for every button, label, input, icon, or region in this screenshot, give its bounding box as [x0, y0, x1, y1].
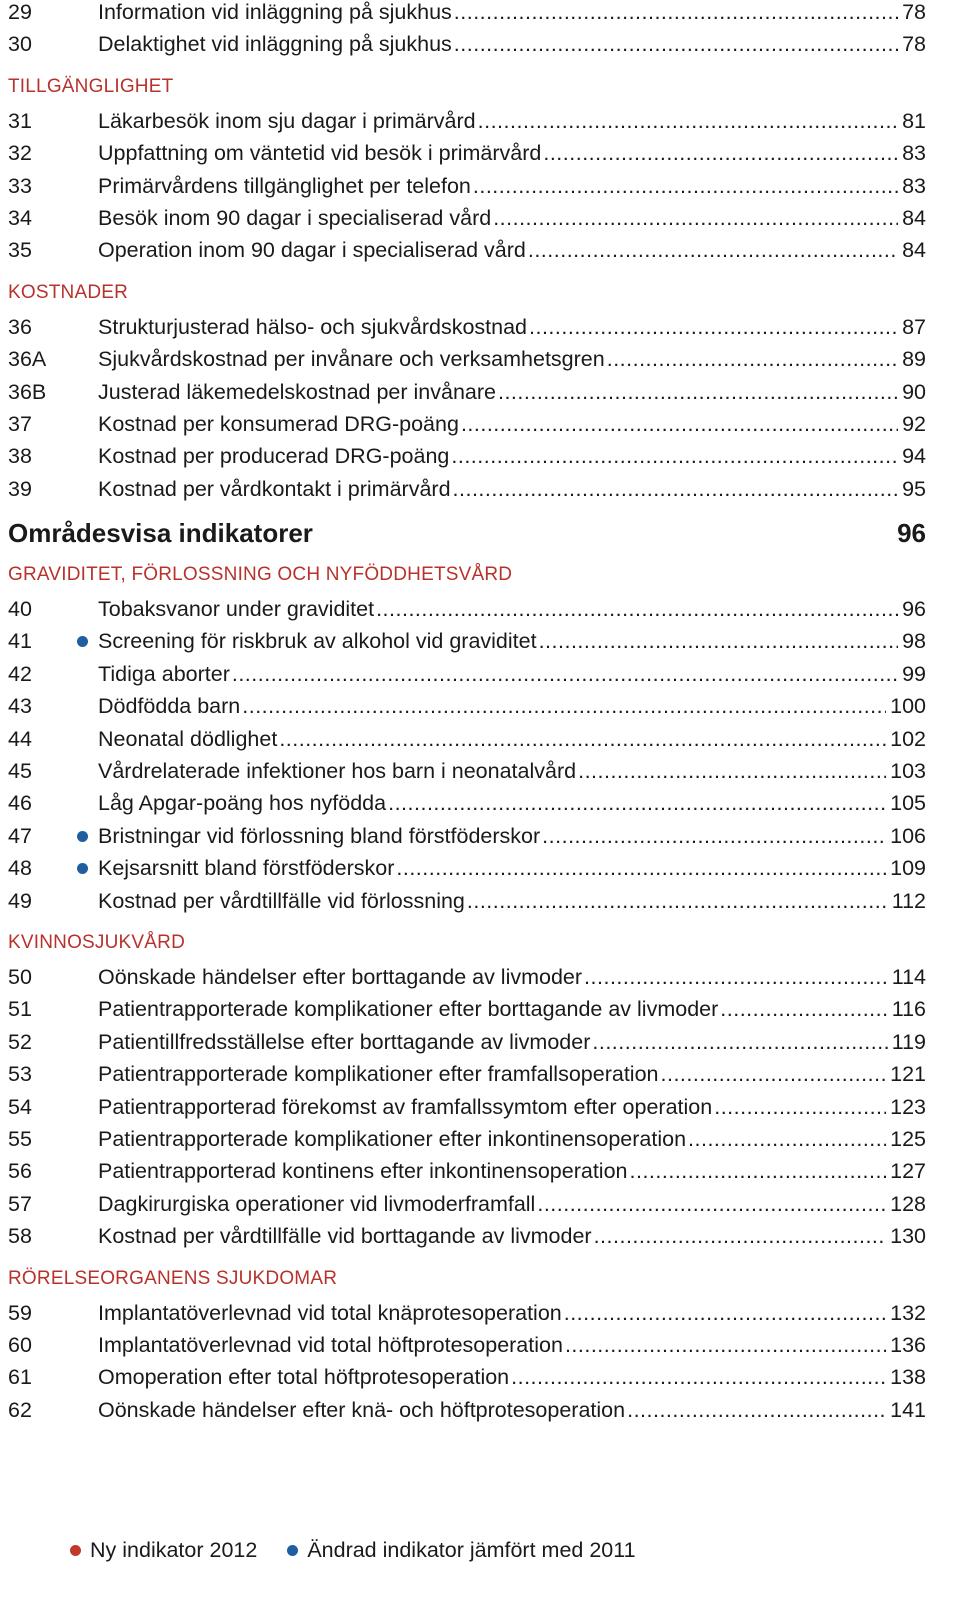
entry-page-number: 130 [886, 1224, 926, 1249]
toc-entry[interactable] [8, 32, 926, 64]
entry-title-line [98, 1127, 926, 1152]
part-page-number: 96 [897, 518, 926, 549]
entry-title-line [98, 315, 926, 340]
entry-title-line [98, 889, 926, 914]
entry-title: Vårdrelaterade infektioner hos barn i neonatalvård [98, 759, 577, 784]
entry-page-number: 90 [898, 380, 926, 405]
dot-leader [592, 1030, 887, 1055]
entry-title-line [98, 1192, 926, 1217]
entry-page-number: 116 [888, 997, 926, 1022]
entry-title: Besök inom 90 dagar i specialiserad vård [98, 205, 492, 230]
entry-title: Dagkirurgiska operationer vid livmoderframfall [98, 1191, 536, 1216]
toc-entry[interactable] [8, 1224, 926, 1256]
entry-page-number: 136 [886, 1333, 926, 1358]
entry-page-number: 78 [898, 0, 926, 25]
dot-leader [564, 1301, 886, 1326]
dot-leader [467, 889, 888, 914]
entry-page-number: 119 [888, 1030, 926, 1055]
dot-leader [388, 791, 886, 816]
red-bullet-icon [70, 1545, 81, 1556]
entry-page-number: 138 [886, 1365, 926, 1390]
legend-changed-indicator [287, 1537, 635, 1563]
toc-entry[interactable] [8, 856, 926, 888]
entry-title: Dödfödda barn [98, 694, 241, 719]
dot-leader [688, 1127, 886, 1152]
entry-number: 60 [8, 1332, 32, 1357]
dot-leader [529, 315, 898, 340]
entry-page-number: 102 [886, 727, 926, 752]
dot-leader [627, 1398, 886, 1423]
toc-entry[interactable] [8, 1333, 926, 1365]
toc-entry[interactable] [8, 174, 926, 206]
entry-number: 29 [8, 0, 32, 24]
toc-entry[interactable] [8, 1127, 926, 1159]
entry-title-line [98, 791, 926, 816]
entry-title: Patientrapporterade komplikationer efter borttagande av livmoder [98, 997, 719, 1022]
legend-changed-label: Ändrad indikator jämfört med 2011 [307, 1538, 636, 1562]
entry-number: 36A [8, 347, 47, 372]
entry-page-number: 84 [898, 206, 926, 231]
entry-page-number: 87 [898, 315, 926, 340]
dot-leader [539, 629, 899, 654]
entry-title: Implantatöverlevnad vid total knäprotesoperation [98, 1300, 562, 1325]
entry-title-line [98, 412, 926, 437]
part-heading[interactable] [8, 513, 926, 553]
entry-title: Tidiga aborter [98, 661, 230, 686]
entry-title-line [98, 477, 926, 502]
toc-entry[interactable] [8, 315, 926, 347]
entry-title: Patientillfredsställelse efter borttagande av livmoder [98, 1029, 591, 1054]
entry-number: 51 [8, 997, 32, 1022]
entry-title-line [98, 1062, 926, 1087]
entry-number: 54 [8, 1094, 32, 1119]
entry-title-line [98, 380, 926, 405]
section-heading-graviditet: GRAVIDITET, FÖRLOSSNING OCH NYFÖDDHETSVÅRD [8, 564, 513, 586]
entries-kvinnosjukvard [8, 965, 926, 1257]
changed-indicator-bullet-icon [77, 831, 88, 842]
toc-entry[interactable] [8, 1159, 926, 1191]
part-title: Områdesvisa indikatorer [8, 518, 313, 549]
entry-number: 36 [8, 314, 32, 339]
dot-leader [454, 32, 898, 57]
toc-entry[interactable] [8, 444, 926, 476]
entry-page-number: 123 [886, 1095, 926, 1120]
entry-title: Kostnad per vårdtillfälle vid borttagande av livmoder [98, 1224, 592, 1249]
dot-leader [461, 412, 898, 437]
dot-leader [578, 759, 886, 784]
dot-leader [528, 238, 898, 263]
dot-leader [607, 347, 898, 372]
entry-title-line [98, 1224, 926, 1249]
entry-number: 61 [8, 1365, 32, 1390]
entry-number: 32 [8, 141, 32, 166]
entry-title: Tobaksvanor under graviditet [98, 597, 375, 622]
entry-number: 34 [8, 205, 32, 230]
entries-kostnader [8, 315, 926, 509]
toc-entry[interactable] [8, 997, 926, 1029]
entry-page-number: 100 [886, 694, 926, 719]
entry-title: Omoperation efter total höftprotesoperation [98, 1365, 510, 1390]
entry-title: Delaktighet vid inläggning på sjukhus [98, 32, 452, 57]
entry-number: 35 [8, 238, 32, 263]
dot-leader [720, 997, 887, 1022]
toc-entry[interactable] [8, 597, 926, 629]
toc-entry[interactable] [8, 380, 926, 412]
dot-leader [537, 1192, 886, 1217]
entry-title-line [98, 759, 926, 784]
entry-page-number: 128 [886, 1192, 926, 1217]
entry-title: Patientrapporterade komplikationer efter inkontinensoperation [98, 1126, 687, 1151]
dot-leader [498, 380, 898, 405]
toc-entry[interactable] [8, 889, 926, 921]
section-heading-kostnader: KOSTNADER [8, 281, 129, 303]
entry-page-number: 83 [898, 141, 926, 166]
dot-leader [584, 965, 888, 990]
entry-title: Kostnad per producerad DRG-poäng [98, 444, 450, 469]
entry-title-line [98, 694, 926, 719]
entry-title-line [98, 1301, 926, 1326]
entry-title: Kejsarsnitt bland förstföderskor [98, 856, 395, 881]
dot-leader [376, 597, 898, 622]
entry-number: 53 [8, 1062, 32, 1087]
entry-page-number: 92 [898, 412, 926, 437]
entry-title-line [98, 1398, 926, 1423]
entry-number: 43 [8, 694, 32, 719]
entry-number: 41 [8, 629, 32, 654]
section-heading-rorelseorganens: RÖRELSEORGANENS SJUKDOMAR [8, 1267, 338, 1289]
dot-leader [493, 206, 898, 231]
dot-leader [543, 141, 898, 166]
entries-top [8, 0, 926, 65]
entry-title-line [98, 997, 926, 1022]
toc-entry[interactable] [8, 1030, 926, 1062]
dot-leader [594, 1224, 887, 1249]
entry-title: Oönskade händelser efter borttagande av livmoder [98, 964, 583, 989]
changed-indicator-bullet-icon [77, 636, 88, 647]
dot-leader [630, 1159, 887, 1184]
entry-number: 58 [8, 1224, 32, 1249]
entry-number: 55 [8, 1126, 32, 1151]
dot-leader [451, 444, 898, 469]
entry-page-number: 95 [898, 477, 926, 502]
toc-entry[interactable] [8, 477, 926, 509]
entry-title-line [98, 32, 926, 57]
entry-number: 59 [8, 1300, 32, 1325]
entry-title-line [98, 444, 926, 469]
entry-number: 37 [8, 411, 32, 436]
entry-page-number: 89 [898, 347, 926, 372]
entry-number: 38 [8, 444, 32, 469]
entry-page-number: 106 [886, 824, 926, 849]
entry-number: 48 [8, 856, 32, 881]
entry-number: 45 [8, 759, 32, 784]
legend-new-indicator [70, 1537, 257, 1563]
entry-title: Justerad läkemedelskostnad per invånare [98, 379, 496, 404]
entry-page-number: 109 [886, 856, 926, 881]
entry-title: Oönskade händelser efter knä- och höftprotesoperation [98, 1397, 626, 1422]
entry-title-line [98, 1030, 926, 1055]
entry-title-line [98, 1095, 926, 1120]
entry-number: 44 [8, 726, 32, 751]
dot-leader [232, 662, 898, 687]
entry-title: Patientrapporterade komplikationer efter framfallsoperation [98, 1062, 659, 1087]
toc-entry[interactable] [8, 0, 926, 32]
dot-leader [661, 1062, 887, 1087]
entry-number: 62 [8, 1397, 32, 1422]
entry-page-number: 84 [898, 238, 926, 263]
entry-title-line [98, 856, 926, 881]
entry-number: 56 [8, 1159, 32, 1184]
section-heading-tillganglighet: TILLGÄNGLIGHET [8, 75, 174, 97]
toc-entry[interactable] [8, 206, 926, 238]
entry-title-line [98, 141, 926, 166]
toc-entry[interactable] [8, 141, 926, 173]
dot-leader [242, 694, 886, 719]
entry-number: 46 [8, 791, 32, 816]
entry-title-line [98, 965, 926, 990]
entry-title: Kostnad per konsumerad DRG-poäng [98, 411, 459, 436]
entry-page-number: 83 [898, 174, 926, 199]
entry-number: 42 [8, 661, 32, 686]
entry-title-line [98, 597, 926, 622]
entry-page-number: 121 [886, 1062, 926, 1087]
entry-title-line [98, 629, 926, 654]
entry-title: Uppfattning om väntetid vid besök i primärvård [98, 141, 542, 166]
dot-leader [478, 109, 898, 134]
toc-entry[interactable] [8, 629, 926, 661]
entry-title-line [98, 727, 926, 752]
dot-leader [473, 174, 898, 199]
entry-number: 49 [8, 888, 32, 913]
entry-page-number: 112 [888, 889, 926, 914]
toc-entry[interactable] [8, 791, 926, 823]
toc-entry[interactable] [8, 1095, 926, 1127]
entry-title: Sjukvårdskostnad per invånare och verksamhetsgren [98, 347, 605, 372]
entry-page-number: 132 [886, 1301, 926, 1326]
entry-title-line [98, 1365, 926, 1390]
dot-leader [279, 727, 886, 752]
entry-number: 52 [8, 1029, 32, 1054]
entry-page-number: 98 [898, 629, 926, 654]
entry-title-line [98, 0, 926, 25]
entry-page-number: 78 [898, 32, 926, 57]
toc-entry[interactable] [8, 727, 926, 759]
entry-title-line [98, 824, 926, 849]
entry-title: Information vid inläggning på sjukhus [98, 0, 452, 24]
dot-leader [714, 1095, 886, 1120]
legend-new-label: Ny indikator 2012 [90, 1538, 258, 1562]
toc-entry[interactable] [8, 824, 926, 856]
entries-rorelseorganens [8, 1301, 926, 1431]
entry-title: Implantatöverlevnad vid total höftprotesoperation [98, 1332, 563, 1357]
entry-title-line [98, 109, 926, 134]
entry-page-number: 127 [886, 1159, 926, 1184]
entry-title-line [98, 174, 926, 199]
entry-title: Strukturjusterad hälso- och sjukvårdskostnad [98, 314, 528, 339]
toc-entry[interactable] [8, 1365, 926, 1397]
entry-title: Primärvårdens tillgänglighet per telefon [98, 173, 471, 198]
table-of-contents [8, 0, 926, 1430]
entry-title: Läkarbesök inom sju dagar i primärvård [98, 108, 476, 133]
entry-page-number: 99 [898, 662, 926, 687]
toc-entry[interactable] [8, 1398, 926, 1430]
entry-page-number: 94 [898, 444, 926, 469]
entry-title-line [98, 347, 926, 372]
toc-entry[interactable] [8, 1062, 926, 1094]
entry-title: Kostnad per vårdkontakt i primärvård [98, 476, 451, 501]
dot-leader [396, 856, 886, 881]
entries-graviditet [8, 597, 926, 921]
entry-title-line [98, 238, 926, 263]
toc-entry[interactable] [8, 662, 926, 694]
entry-page-number: 96 [898, 597, 926, 622]
entry-number: 30 [8, 32, 32, 57]
entry-title: Operation inom 90 dagar i specialiserad vård [98, 238, 526, 263]
dot-leader [453, 477, 899, 502]
entry-title: Kostnad per vårdtillfälle vid förlossning [98, 888, 465, 913]
toc-entry[interactable] [8, 412, 926, 444]
entry-title: Bristningar vid förlossning bland förstföderskor [98, 823, 541, 848]
entry-page-number: 114 [888, 965, 926, 990]
section-heading-kvinnosjukvard: KVINNOSJUKVÅRD [8, 931, 186, 953]
entry-title: Neonatal dödlighet [98, 726, 278, 751]
entry-title: Låg Apgar-poäng hos nyfödda [98, 791, 387, 816]
entry-page-number: 125 [886, 1127, 926, 1152]
entry-title-line [98, 662, 926, 687]
entry-number: 33 [8, 173, 32, 198]
legend [70, 1537, 660, 1563]
entry-title-line [98, 1159, 926, 1184]
entry-title: Patientrapporterad kontinens efter inkontinensoperation [98, 1159, 628, 1184]
entries-tillganglighet [8, 109, 926, 271]
entry-number: 36B [8, 379, 47, 404]
blue-bullet-icon [287, 1545, 298, 1556]
dot-leader [565, 1333, 886, 1358]
toc-entry[interactable] [8, 238, 926, 270]
toc-entry[interactable] [8, 1301, 926, 1333]
entry-number: 31 [8, 108, 32, 133]
entry-title-line [98, 1333, 926, 1358]
toc-entry[interactable] [8, 109, 926, 141]
dot-leader [542, 824, 886, 849]
toc-entry[interactable] [8, 759, 926, 791]
entry-number: 47 [8, 823, 32, 848]
toc-entry[interactable] [8, 694, 926, 726]
entry-page-number: 141 [886, 1398, 926, 1423]
entry-number: 50 [8, 964, 32, 989]
toc-entry[interactable] [8, 347, 926, 379]
toc-entry[interactable] [8, 1192, 926, 1224]
dot-leader [454, 0, 898, 25]
entry-title: Patientrapporterad förekomst av framfallssymtom efter operation [98, 1094, 713, 1119]
dot-leader [511, 1365, 886, 1390]
entry-page-number: 81 [898, 109, 926, 134]
changed-indicator-bullet-icon [77, 863, 88, 874]
entry-page-number: 103 [886, 759, 926, 784]
entry-number: 39 [8, 476, 32, 501]
entry-page-number: 105 [886, 791, 926, 816]
entry-number: 40 [8, 597, 32, 622]
entry-title-line [98, 206, 926, 231]
entry-title: Screening för riskbruk av alkohol vid graviditet [98, 629, 537, 654]
entry-number: 57 [8, 1191, 32, 1216]
toc-entry[interactable] [8, 965, 926, 997]
